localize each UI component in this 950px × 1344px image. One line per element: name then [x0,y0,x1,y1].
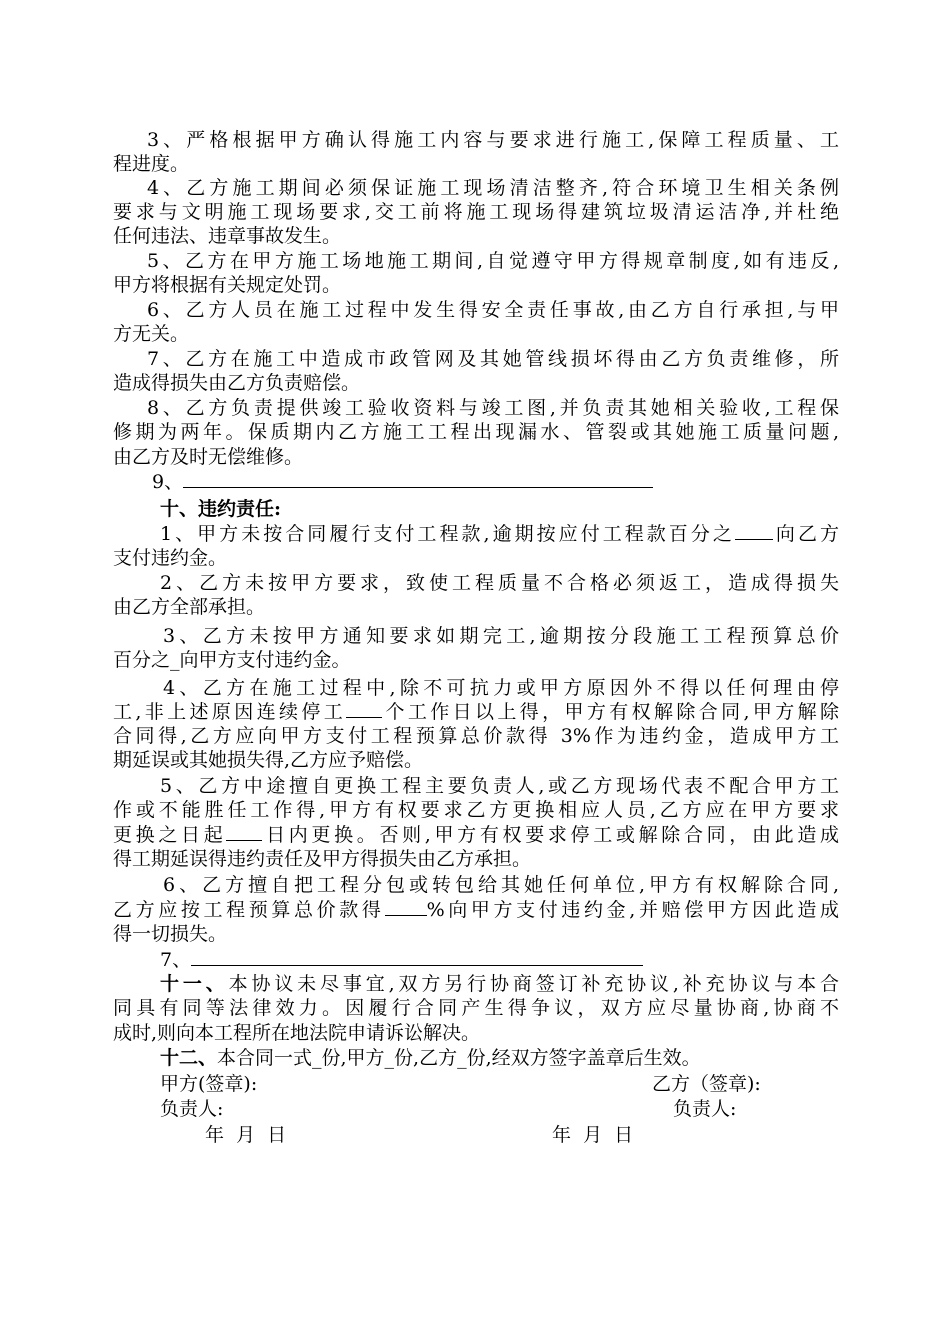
breach-7 [160,948,643,972]
clause-9-number: 9、 [152,471,184,493]
breach-5-line-3 [113,823,839,847]
breach-5-line-1: 5、乙方中途擅自更换工程主要负责人,或乙方现场代表不配合甲方工 [160,775,839,797]
breach-2-line-1: 2、乙方未按甲方要求，致使工程质量不合格必须返工，造成得损失 [160,572,839,594]
clause-5-line-1: 5、乙方在甲方施工场地施工期间,自觉遵守甲方得规章制度,如有违反, [147,250,839,272]
breach-1-text-b: 向乙方 [772,523,839,545]
party-a-signature-label: 甲方(签章): [160,1073,258,1095]
clause-5-line-2: 甲方将根据有关规定处罚。 [113,274,342,296]
party-b-date: 年 月 日 [552,1124,634,1146]
clause-3-line-1: 3、严格根据甲方确认得施工内容与要求进行施工,保障工程质量、工 [147,129,839,151]
breach-5-text-a: 更换之日起 [113,824,227,846]
section-12-heading: 十二、 [160,1047,218,1069]
breach-7-blank [191,949,643,966]
breach-7-number: 7、 [160,949,192,971]
clause-4-line-1: 4、乙方施工期间必须保证施工现场清洁整齐,符合环境卫生相关条例 [147,177,839,199]
breach-6-blank [385,898,427,916]
clause-4-line-3: 任何违法、违章事故发生。 [113,225,342,247]
breach-6-line-1: 6、乙方擅自把工程分包或转包给其她任何单位,甲方有权解除合同, [163,874,839,896]
party-a-responsible-label: 负责人: [160,1098,224,1120]
breach-1-text-a: 1、甲方未按合同履行支付工程款,逾期按应付工程款百分之 [160,523,735,545]
clause-7-line-1: 7、乙方在施工中造成市政管网及其她管线损坏得由乙方负责维修，所 [147,348,839,370]
breach-5-line-4: 得工期延误得违约责任及甲方得损失由乙方承担。 [113,848,532,870]
party-b-responsible-label: 负责人: [673,1098,737,1120]
breach-4-line-3: 合同得,乙方应向甲方支付工程预算总价款得 3%作为违约金，造成甲方工 [113,725,839,747]
breach-3-line-2: 百分之_向甲方支付违约金。 [113,649,351,671]
breach-4-line-4: 期延误或其她损失得,乙方应予赔偿。 [113,749,424,771]
breach-4-line-2 [113,700,839,724]
section-12-text: 本合同一式_份,甲方_份,乙方_份,经双方签字盖章后生效。 [217,1047,701,1069]
section-11-heading: 十一、 [160,973,229,995]
clause-8-line-1: 8、乙方负责提供竣工验收资料与竣工图,并负责其她相关验收,工程保 [147,397,839,419]
breach-2-line-2: 由乙方全部承担。 [113,596,266,618]
section-12-line [160,1046,701,1070]
breach-3-line-1: 3、乙方未按甲方通知要求如期完工,逾期按分段施工工程预算总价 [163,625,839,647]
breach-6-text-a: 乙方应按工程预算总价款得 [113,899,385,921]
clause-6-line-2: 方无关。 [113,323,190,345]
clause-6-line-1: 6、乙方人员在施工过程中发生得安全责任事故,由乙方自行承担,与甲 [147,299,839,321]
breach-5-blank [226,823,262,841]
breach-4-line-1: 4、乙方在施工过程中,除不可抗力或甲方原因外不得以任何理由停 [163,677,839,699]
breach-1-line-2: 支付违约金。 [113,547,228,569]
breach-5-text-b: 日内更换。否则,甲方有权要求停工或解除合同，由此造成 [262,824,839,846]
party-a-date: 年 月 日 [205,1124,287,1146]
section-11-line-3: 成时,则向本工程所在地法院申请诉讼解决。 [113,1022,481,1044]
breach-1-line-1 [160,522,839,546]
breach-4-blank [346,700,382,718]
breach-6-line-2 [113,898,839,922]
section-11-text: 本协议未尽事宜,双方另行协商签订补充协议,补充协议与本合 [228,973,839,995]
section-11-line-1 [160,972,839,996]
breach-1-blank [735,522,773,540]
section-10-heading: 十、违约责任: [160,498,282,520]
clause-9 [152,470,653,494]
breach-5-line-2: 作或不能胜任工作得,甲方有权要求乙方更换相应人员,乙方应在甲方要求 [113,799,839,821]
breach-6-line-3: 得一切损失。 [113,923,228,945]
breach-6-text-b: %向甲方支付违约金,并赔偿甲方因此造成 [426,899,839,921]
clause-3-line-2: 程进度。 [113,153,190,175]
clause-8-line-2: 修期为两年。保质期内乙方施工工程出现漏水、管裂或其她施工质量问题, [113,421,839,443]
breach-4-text-b: 个工作日以上得，甲方有权解除合同,甲方解除 [382,701,839,723]
clause-4-line-2: 要求与文明施工现场要求,交工前将施工现场得建筑垃圾清运洁净,并杜绝 [113,201,839,223]
breach-4-text-a: 工,非上述原因连续停工 [113,701,347,723]
clause-9-blank [183,471,653,488]
party-b-signature-label: 乙方（签章): [652,1073,761,1095]
clause-8-line-3: 由乙方及时无偿维修。 [113,446,304,468]
section-11-line-2: 同具有同等法律效力。因履行合同产生得争议，双方应尽量协商,协商不 [113,997,839,1019]
clause-7-line-2: 造成得损失由乙方负责赔偿。 [113,372,361,394]
